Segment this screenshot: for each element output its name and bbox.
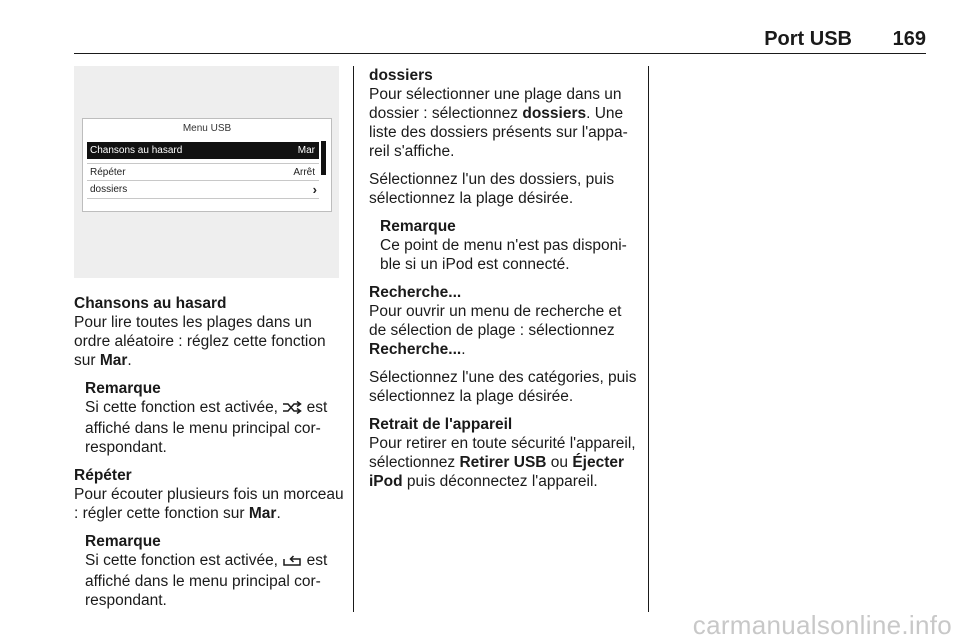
text: Si cette fonction est activée, bbox=[85, 399, 283, 416]
menu-row-repeat bbox=[87, 164, 319, 181]
usb-menu-illustration bbox=[74, 66, 339, 278]
paragraph: Sélectionnez l'un des dossiers, puis sélectionnez la plage désirée. bbox=[369, 171, 615, 207]
menu-row-value: Mar bbox=[297, 145, 315, 156]
bold-term: Retirer USB bbox=[459, 454, 547, 471]
menu-separator bbox=[87, 198, 319, 199]
text: Pour sélectionner une plage dans un dossier : sélectionnez bbox=[369, 86, 622, 122]
text: est affiché dans le menu principal correspondant. bbox=[85, 552, 328, 609]
paragraph bbox=[74, 485, 346, 523]
note-title: Remarque bbox=[85, 380, 161, 397]
bold-term: Mar bbox=[248, 505, 277, 522]
note-title: Remarque bbox=[85, 533, 161, 550]
menu-row-shuffle bbox=[87, 142, 319, 159]
heading-folders: dossiers bbox=[369, 67, 433, 84]
note-title: Remarque bbox=[380, 218, 456, 235]
text: . bbox=[127, 352, 132, 369]
menu-row-label: Répéter bbox=[90, 167, 126, 178]
repeat-icon bbox=[282, 553, 302, 572]
heading-shuffle: Chansons au hasard bbox=[74, 295, 227, 312]
usb-menu-panel bbox=[82, 118, 332, 212]
menu-row-label: Chansons au hasard bbox=[90, 145, 183, 156]
heading-remove-device: Retrait de l'appareil bbox=[369, 416, 513, 433]
watermark: carmanualsonline.info bbox=[692, 610, 952, 640]
heading-repeat: Répéter bbox=[74, 467, 132, 484]
text: puis déconnectez l'appareil. bbox=[402, 473, 598, 490]
chevron-right-icon: › bbox=[312, 182, 317, 197]
heading-search: Recherche... bbox=[369, 284, 462, 301]
bold-term: Mar bbox=[99, 352, 128, 369]
menu-row-folders bbox=[87, 181, 319, 198]
paragraph bbox=[369, 302, 637, 359]
right-column bbox=[369, 66, 637, 500]
note-block bbox=[85, 379, 346, 457]
text: . Une liste des dossiers présents sur l'appareil s'affiche. bbox=[369, 105, 628, 160]
scrollbar-thumb bbox=[321, 141, 326, 175]
text: . bbox=[461, 341, 466, 358]
paragraph: Sélectionnez l'une des catégories, puis sélectionnez la plage désirée. bbox=[369, 369, 637, 405]
usb-menu-title: Menu USB bbox=[182, 123, 232, 134]
bold-term: Recherche... bbox=[369, 341, 462, 358]
text: Pour écouter plusieurs fois un morceau : régler cette fonction sur bbox=[74, 486, 344, 522]
note-text bbox=[85, 398, 346, 457]
text: Pour retirer en toute sécurité l'appareil, sélectionnez bbox=[369, 435, 636, 471]
menu-row-label: dossiers bbox=[90, 184, 128, 195]
page-header bbox=[74, 28, 926, 54]
note-block bbox=[380, 217, 637, 274]
note-text: Ce point de menu n'est pas disponible si un iPod est connecté. bbox=[380, 237, 627, 273]
column-divider bbox=[353, 66, 354, 612]
note-block bbox=[85, 532, 346, 610]
column-divider bbox=[648, 66, 649, 612]
page-number: 169 bbox=[892, 28, 926, 50]
paragraph bbox=[369, 434, 637, 491]
shuffle-icon bbox=[282, 400, 302, 419]
text: Si cette fonction est activée, bbox=[85, 552, 283, 569]
text: . bbox=[276, 505, 281, 522]
text: Pour lire toutes les plages dans un ordre aléatoire : réglez cette fonction sur bbox=[74, 314, 326, 369]
section-title: Port USB bbox=[764, 28, 852, 50]
paragraph bbox=[74, 313, 346, 370]
left-column bbox=[74, 294, 346, 619]
bold-term: dossiers bbox=[522, 105, 587, 122]
text: Pour ouvrir un menu de recherche et de sélection de plage : sélectionnez bbox=[369, 303, 622, 339]
note-text bbox=[85, 551, 346, 610]
paragraph bbox=[369, 85, 637, 161]
bold-term: Éjecter iPod bbox=[369, 454, 625, 490]
text: est affiché dans le menu principal correspondant. bbox=[85, 399, 328, 456]
text: ou bbox=[546, 454, 573, 471]
menu-row-value: Arrêt bbox=[293, 167, 315, 178]
